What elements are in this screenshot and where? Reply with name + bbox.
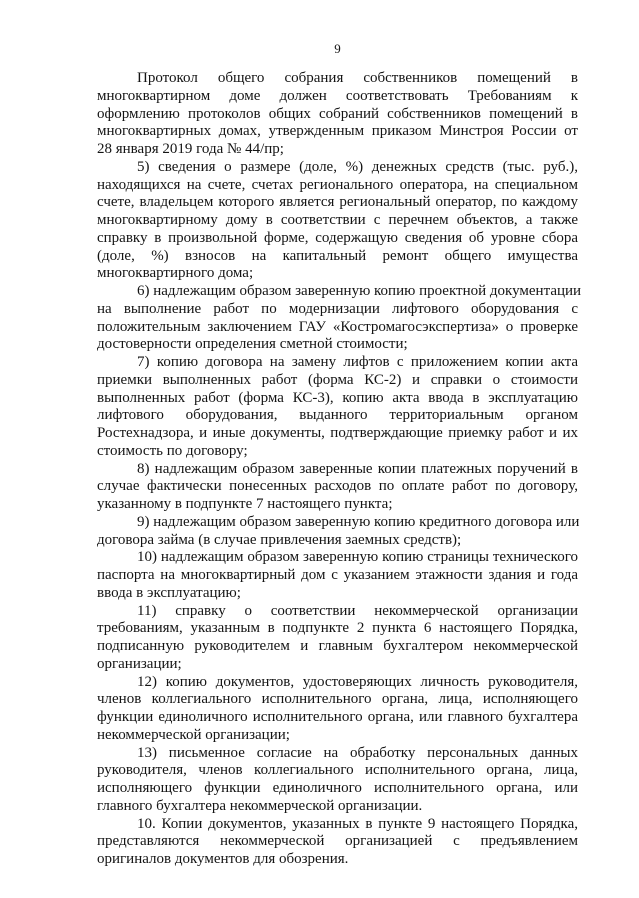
text-line: членов коллегиального исполнительного органа, лица, исполняющего xyxy=(97,691,578,708)
list-item-7 xyxy=(97,354,578,461)
list-item-11 xyxy=(97,603,578,674)
text-line: приемки выполненных работ (форма КС-2) и справки о стоимости xyxy=(97,371,578,388)
text-line: многоквартирном доме должен соответствовать Требованиям к xyxy=(97,87,578,104)
text-line: Протокол общего собрания собственников помещений в xyxy=(137,70,578,86)
text-line: справку в произвольной форме, содержащую сведения об уровне сбора xyxy=(97,229,578,246)
text-line: некоммерческой организации; xyxy=(97,726,290,743)
text-line: лифтового оборудования, выданного территориальным органом xyxy=(97,407,578,424)
text-line: требованиям, указанным в подпункте 2 пункта 6 настоящего Порядка, xyxy=(97,620,578,637)
text-line: ввода в эксплуатацию; xyxy=(97,584,241,601)
text-line: функции единоличного исполнительного органа, или главного бухгалтера xyxy=(97,709,578,725)
text-line: 28 января 2019 года № 44/пр; xyxy=(97,141,284,157)
paragraph-protocol-requirements xyxy=(97,70,578,159)
text-line: стоимость по договору; xyxy=(97,442,248,459)
list-item-8 xyxy=(97,461,578,514)
text-line: руководителя, членов коллегиального исполнительного органа, лица, xyxy=(97,762,578,779)
text-line: многоквартирному дому в соответствии с перечнем объектов, а также xyxy=(97,212,578,228)
page-number: 9 xyxy=(334,41,341,56)
text-line: 11) справку о соответствии некоммерческой организации xyxy=(137,602,578,619)
text-line: 5) сведения о размере (доле, %) денежных средств (тыс. руб.), xyxy=(137,158,578,175)
text-line: представляются некоммерческой организацией с предъявлением xyxy=(97,833,578,850)
text-line: 12) копию документов, удостоверяющих личность руководителя, xyxy=(137,673,578,690)
text-line: 7) копию договора на замену лифтов с приложением копии акта xyxy=(137,354,578,370)
list-item-5 xyxy=(97,159,578,283)
text-line: исполняющего функции единоличного исполнительного органа, или xyxy=(97,780,578,796)
text-line: выполненных работ (форма КС-3), копию акта ввода в эксплуатацию xyxy=(97,389,578,406)
text-line: достоверности определения сметной стоимости; xyxy=(97,336,408,353)
text-line: главного бухгалтера некоммерческой организации. xyxy=(97,797,423,814)
list-item-13 xyxy=(97,745,578,816)
text-line: Ростехнадзора, и иные документы, подтверждающие приемку работ и их xyxy=(97,425,578,441)
list-item-10 xyxy=(97,549,578,602)
text-line: оформлению протоколов общих собраний собственников помещений в xyxy=(97,105,578,122)
list-item-9 xyxy=(97,514,578,550)
text-line: 8) надлежащим образом заверенные копии платежных поручений в xyxy=(137,460,578,477)
text-line: положительным заключением ГАУ «Костромагосэкспертиза» о проверке xyxy=(97,318,578,335)
text-line: организации; xyxy=(97,655,182,672)
text-line: подписанную руководителем и главным бухгалтером некоммерческой xyxy=(97,638,578,654)
text-line: многоквартирного дома; xyxy=(97,265,254,282)
text-line: указанному в подпункте 7 настоящего пункта; xyxy=(97,496,393,512)
text-line: (доле, %) взносов на капитальный ремонт общего имущества xyxy=(97,247,578,264)
text-line: 10) надлежащим образом заверенную копию страницы технического xyxy=(137,549,578,566)
text-line: оригиналов документов для обозрения. xyxy=(97,851,349,867)
document-body xyxy=(97,70,582,869)
text-line: 9) надлежащим образом заверенную копию кредитного договора или xyxy=(137,513,580,530)
text-line: 13) письменное согласие на обработку персональных данных xyxy=(137,744,578,761)
text-line: случае фактически понесенных расходов по оплате работ по договору, xyxy=(97,478,578,495)
text-line: находящихся на счете, счетах регионального оператора, на специальном xyxy=(97,176,578,193)
list-item-6 xyxy=(97,283,582,354)
text-line: паспорта на многоквартирный дом с указанием этажности здания и года xyxy=(97,567,578,583)
text-line: 6) надлежащим образом заверенную копию проектной документации xyxy=(137,283,582,299)
text-line: на выполнение работ по модернизации лифтового оборудования с xyxy=(97,300,578,317)
text-line: многоквартирных домах, утвержденным приказом Минстроя России от xyxy=(97,123,578,140)
paragraph-section-10 xyxy=(97,816,578,869)
list-item-12 xyxy=(97,674,578,745)
text-line: 10. Копии документов, указанных в пункте 9 настоящего Порядка, xyxy=(137,815,578,832)
text-line: договора займа (в случае привлечения заемных средств); xyxy=(97,531,462,548)
text-line: счете, владельцем которого является региональный оператор, по каждому xyxy=(97,194,578,211)
